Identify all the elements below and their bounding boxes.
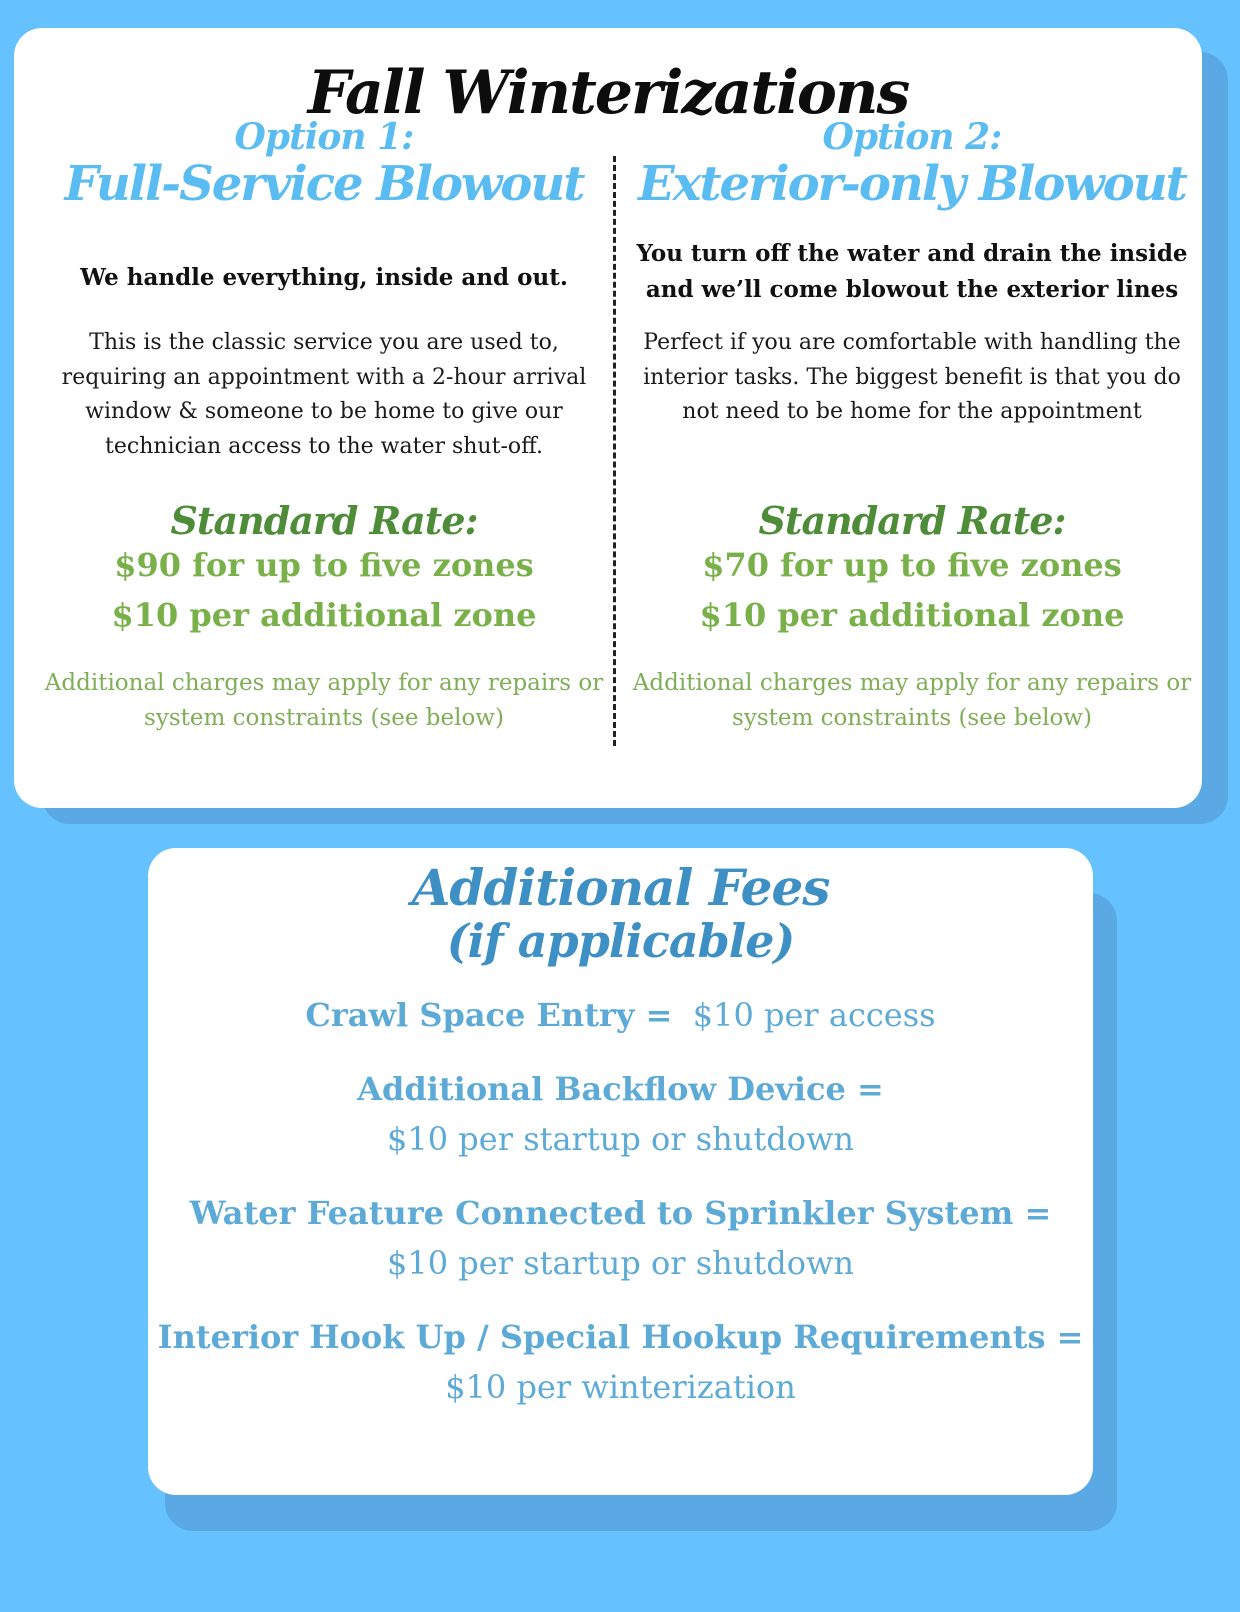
- option-2-label: Option 2:: [822, 116, 1002, 158]
- fee-crawl-space: [148, 990, 1093, 1040]
- fee-interior-hookup-label-row: [148, 1312, 1093, 1362]
- option-1-name: Full-Service Blowout: [64, 156, 584, 212]
- option-1-description: This is the classic service you are used to, requiring an appointment with a 2-hour arrival window & someone to be home to give our technician access to the water shut-off.: [61, 330, 587, 459]
- option-1-column: [34, 28, 614, 808]
- option-2-extra-zone-price: $10 per additional zone: [699, 596, 1125, 634]
- option-2-rate-label: Standard Rate:: [758, 498, 1066, 543]
- fee-water-feature-label: Water Feature Connected to Sprinkler System =: [189, 1194, 1052, 1232]
- fee-crawl-space-label: Crawl Space Entry =: [305, 996, 673, 1034]
- fee-crawl-space-value: $10 per access: [692, 996, 936, 1034]
- option-1-note: Additional charges may apply for any repairs or system constraints (see below): [44, 670, 604, 731]
- fees-card: [148, 848, 1093, 1495]
- page-title: Fall Winterizations: [307, 58, 909, 128]
- fee-backflow-value-row: [148, 1114, 1093, 1164]
- services-card: [14, 28, 1202, 808]
- fee-interior-hookup-label: Interior Hook Up / Special Hookup Requirements =: [157, 1318, 1084, 1356]
- option-2-base-price: $70 for up to five zones: [702, 546, 1122, 584]
- option-2-description: Perfect if you are comfortable with handling the interior tasks. The biggest benefit is that you do not need to be home for the appointment: [643, 330, 1181, 424]
- fee-backflow-value: $10 per startup or shutdown: [387, 1120, 854, 1158]
- fee-backflow-label-row: [148, 1064, 1093, 1114]
- fee-interior-hookup-value: $10 per winterization: [445, 1368, 796, 1406]
- option-2-note: Additional charges may apply for any repairs or system constraints (see below): [632, 670, 1192, 731]
- option-2-name: Exterior-only Blowout: [638, 156, 1186, 212]
- column-divider: [613, 156, 616, 746]
- option-2-tagline: You turn off the water and drain the inside and we’ll come blowout the exterior lines: [636, 240, 1188, 303]
- option-1-rate-label: Standard Rate:: [170, 498, 478, 543]
- option-1-label: Option 1:: [234, 116, 414, 158]
- option-1-base-price: $90 for up to five zones: [114, 546, 534, 584]
- fees-subtitle: (if applicable): [446, 914, 795, 968]
- fees-title: Additional Fees: [411, 858, 830, 917]
- fee-water-feature-label-row: [148, 1188, 1093, 1238]
- fee-interior-hookup-value-row: [148, 1362, 1093, 1412]
- option-2-column: [622, 28, 1202, 808]
- option-1-extra-zone-price: $10 per additional zone: [111, 596, 537, 634]
- fee-water-feature-value-row: [148, 1238, 1093, 1288]
- fee-backflow-label: Additional Backflow Device =: [357, 1070, 884, 1108]
- fee-water-feature-value: $10 per startup or shutdown: [387, 1244, 854, 1282]
- option-1-tagline: We handle everything, inside and out.: [80, 264, 568, 291]
